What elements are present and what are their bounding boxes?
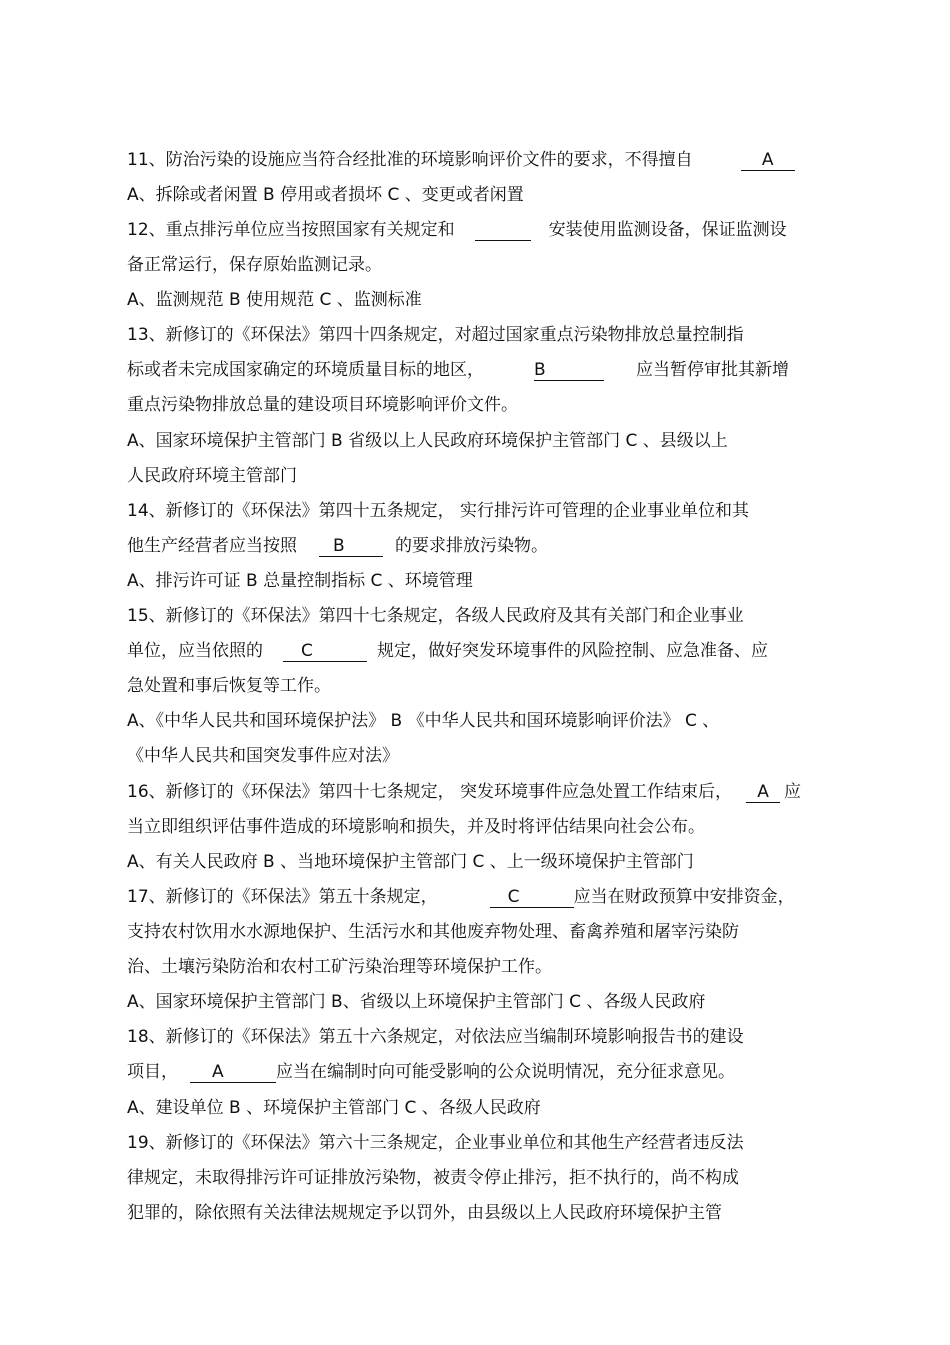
question-18-options: A、建设单位 B 、环境保护主管部门 C 、各级人民政府 [127, 1098, 541, 1118]
question-12-options: A、监测规范 B 使用规范 C 、监测标准 [127, 290, 422, 310]
question-13-stem: 13、新修订的《环保法》第四十四条规定，对超过国家重点污染物排放总量控制指 [127, 325, 744, 345]
question-13-stem-cont: 标或者未完成国家确定的环境质量目标的地区， B 应当暂停审批其新增 [127, 360, 789, 380]
question-16-stem-cont: 当立即组织评估事件造成的环境影响和损失，并及时将评估结果向社会公布。 [127, 817, 705, 837]
question-15-options-cont: 《中华人民共和国突发事件应对法》 [127, 746, 399, 766]
question-13-options: A、国家环境保护主管部门 B 省级以上人民政府环境保护主管部门 C 、县级以上 [127, 431, 728, 451]
question-17-stem-cont: 支持农村饮用水水源地保护、生活污水和其他废弃物处理、畜禽养殖和屠宰污染防 [127, 922, 739, 942]
question-19-stem-cont2: 犯罪的，除依照有关法律法规规定予以罚外，由县级以上人民政府环境保护主管 [127, 1203, 722, 1223]
answer-blank-18: A [190, 1062, 276, 1083]
question-18-stem-cont: 项目， A 应当在编制时向可能受影响的公众说明情况，充分征求意见。 [127, 1062, 735, 1082]
answer-blank-13: B [534, 360, 604, 381]
answer-blank-16: A [746, 782, 780, 803]
question-11-stem: 11、防治污染的设施应当符合经批准的环境影响评价文件的要求，不得擅自 A [127, 146, 795, 174]
question-17-stem: 17、新修订的《环保法》第五十条规定， C 应当在财政预算中安排资金， [127, 887, 795, 907]
question-16-options: A、有关人民政府 B 、当地环境保护主管部门 C 、上一级环境保护主管部门 [127, 852, 694, 872]
question-19-stem: 19、新修订的《环保法》第六十三条规定，企业事业单位和其他生产经营者违反法 [127, 1133, 744, 1153]
question-16-stem: 16、新修订的《环保法》第四十七条规定， 突发环境事件应急处置工作结束后， A 应 [127, 782, 802, 802]
answer-blank-15: C [283, 641, 367, 662]
answer-blank-17: C [490, 887, 574, 908]
question-15-options: A、《中华人民共和国环境保护法》 B 《中华人民共和国环境影响评价法》 C 、 [127, 711, 720, 731]
question-14-stem-cont: 他生产经营者应当按照 B 的要求排放污染物。 [127, 536, 548, 556]
question-15-stem-cont2: 急处置和事后恢复等工作。 [127, 676, 331, 696]
question-14-options: A、排污许可证 B 总量控制指标 C 、环境管理 [127, 571, 473, 591]
question-14-stem: 14、新修订的《环保法》第四十五条规定， 实行排污许可管理的企业事业单位和其 [127, 501, 750, 521]
question-13-options-cont: 人民政府环境主管部门 [127, 466, 297, 486]
question-15-stem: 15、新修订的《环保法》第四十七条规定，各级人民政府及其有关部门和企业事业 [127, 606, 744, 626]
question-13-stem-cont2: 重点污染物排放总量的建设项目环境影响评价文件。 [127, 395, 518, 415]
answer-blank-14: B [319, 536, 383, 557]
answer-blank-12 [475, 220, 531, 241]
question-11-options: A、拆除或者闲置 B 停用或者损坏 C 、变更或者闲置 [127, 185, 524, 205]
question-12-stem: 12、重点排污单位应当按照国家有关规定和 安装使用监测设备，保证监测设 [127, 220, 787, 240]
question-17-options: A、国家环境保护主管部门 B、省级以上环境保护主管部门 C 、各级人民政府 [127, 992, 706, 1012]
question-12-stem-cont: 备正常运行，保存原始监测记录。 [127, 255, 382, 275]
question-15-stem-cont: 单位，应当依照的 C 规定，做好突发环境事件的风险控制、应急准备、应 [127, 641, 768, 661]
question-17-stem-cont2: 治、土壤污染防治和农村工矿污染治理等环境保护工作。 [127, 957, 552, 977]
answer-blank-11: A [741, 150, 795, 171]
question-18-stem: 18、新修订的《环保法》第五十六条规定，对依法应当编制环境影响报告书的建设 [127, 1027, 744, 1047]
question-19-stem-cont: 律规定，未取得排污许可证排放污染物，被责令停止排污，拒不执行的，尚不构成 [127, 1168, 739, 1188]
